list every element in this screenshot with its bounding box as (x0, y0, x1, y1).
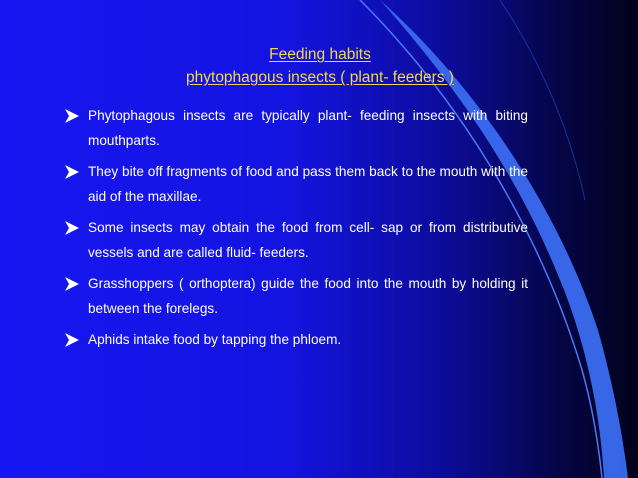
title-line-2: phytophagous insects ( plant- feeders ) (186, 69, 454, 86)
bullet-item-3 (66, 216, 528, 265)
bullet-item-2 (66, 160, 528, 209)
bullet-text: Aphids intake food by tapping the phloem. (88, 332, 342, 347)
slide-title (120, 43, 520, 89)
arrow-bullet-icon (63, 219, 81, 237)
arrow-bullet-icon (63, 331, 81, 349)
bullet-text: Phytophagous insects are typically plant- feeding insects with biting mouthparts. (88, 108, 528, 148)
bullet-item-4 (66, 272, 528, 321)
bullet-item-5 (66, 328, 528, 353)
arrow-bullet-icon (63, 163, 81, 181)
bullet-text: They bite off fragments of food and pass them back to the mouth with the aid of the maxillae. (88, 164, 528, 204)
bullet-text: Grasshoppers ( orthoptera) guide the food into the mouth by holding it between the forelegs. (88, 276, 528, 316)
bullet-item-1 (66, 104, 528, 153)
arrow-bullet-icon (63, 107, 81, 125)
bullet-text: Some insects may obtain the food from cell- sap or from distributive vessels and are called fluid- feeders. (88, 220, 528, 260)
arrow-bullet-icon (63, 275, 81, 293)
title-line-1: Feeding habits (269, 46, 371, 63)
bullet-list (66, 104, 528, 360)
